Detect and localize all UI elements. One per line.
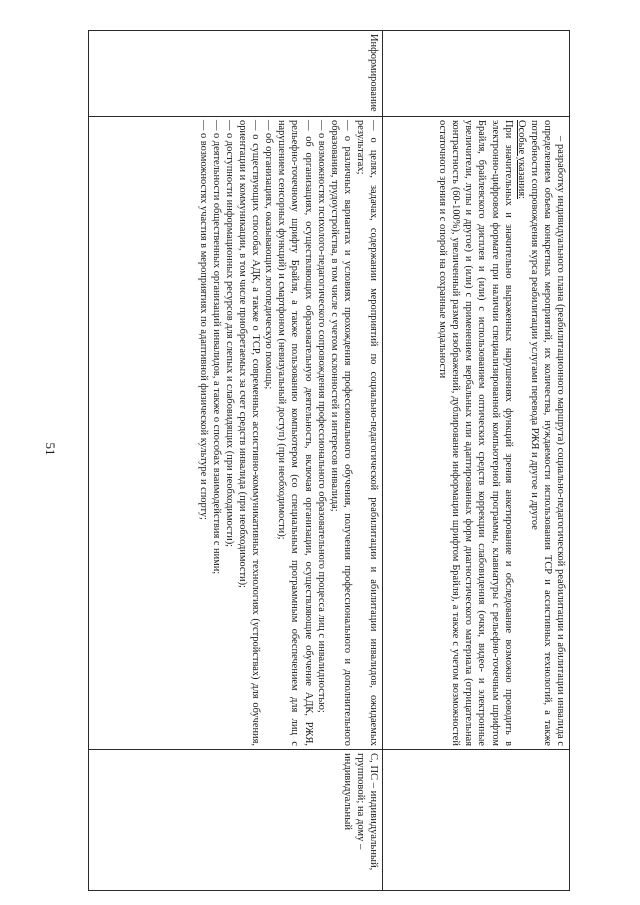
list-item: — о возможностях участия в мероприятиях по адаптивной физической культуре и спорту; bbox=[197, 120, 209, 520]
special-instructions-heading: Особые указания: bbox=[515, 120, 527, 199]
service-forms: С, ПС – индивидуальный, групповой; на дому – индивидуальный bbox=[341, 753, 379, 871]
list-item: — об организациях, осуществляющих образовательную деятельность, включая организации, осуществляющие обучение АДК, РЖЯ, рельефно-точечному шрифту Брайля, а также пользованию компьютером (со специальным программным обеспечением для лиц с нарушением сенсорных функций) и смартфоном (невизуальный доступ) (при необходимости); bbox=[276, 120, 314, 746]
list-item: — о целях, задачах, содержании мероприятий по социально-педагогической реабилитации и абилитации инвалидов, ожидаемых результатах; bbox=[354, 120, 379, 746]
special-instructions-text: При значительных и значительно выраженных нарушениях функций зрения анкетирование и обследование возможно проводить в электронно-цифровом формате при наличии специализированной компьютерной программы, клавиатуры с рельефно-точечным шрифтом Брайля, брайлевского дисплея и (или) с использованием оптических средств коррекции слабовидения (очки, видео- и электронные увеличители, лупы и другое) и (или) с применением вербальных или адаптированных форм диагностического материала (отрицательная контрастность (60-100%), увеличенный размер изображений, дублирование информации шрифтом Брайля), а также с учетом возможностей остаточного зрения и с опорой на сохранные модальности bbox=[437, 120, 514, 746]
table-cell-activity: Информирование bbox=[89, 31, 383, 117]
list-item: — о различных вариантах и условиях прохождения профессионального обучения, получения профессионального и дополнительного образования, трудоустройства, в том числе с учетом склонностей и интересов инвалида; bbox=[328, 120, 353, 746]
rotated-page-wrapper bbox=[88, 30, 570, 890]
list-item: — о возможностях психолого-педагогического сопровождения профессионального образовательного процесса лиц с инвалидностью; bbox=[315, 120, 327, 713]
plan-item: – разработку индивидуального плана (реабилитационного маршрута) социально-педагогической реабилитации и абилитации инвалида с определением объема конкретных мероприятий, их количества, нуждаемости использования ТСР и ассистивных технологий, а также потребности сопровождения курса реабилитации услугами перевода РЖЯ и другое и другое bbox=[528, 120, 566, 746]
table-cell-content bbox=[89, 117, 383, 750]
table-sheet bbox=[88, 30, 570, 890]
table-cell-content bbox=[383, 117, 570, 750]
table-cell-forms bbox=[89, 750, 383, 891]
list-item: — о доступности информационных ресурсов для слепых и слабовидящих (при необходимости); bbox=[223, 120, 235, 548]
list-item: — о существующих способах АДК, а также о ТСР, современных ассистивно-коммуникативных технологиях (устройствах) для обучения, ориентации и коммуникации, в том числе приобретаемых за счет средств инвалида (при необходимости); bbox=[237, 120, 262, 746]
list-item: — о деятельности общественных организаций инвалидов, а также о способах взаимодействия с ними; bbox=[210, 120, 222, 575]
services-table bbox=[88, 30, 570, 891]
page-number: 51 bbox=[43, 442, 58, 456]
table-cell-forms bbox=[383, 750, 570, 891]
table-cell-activity bbox=[383, 31, 570, 117]
table-row bbox=[89, 31, 383, 891]
table-row bbox=[383, 31, 570, 891]
list-item: — об организациях, оказывающих логопедическую помощь; bbox=[263, 120, 275, 390]
